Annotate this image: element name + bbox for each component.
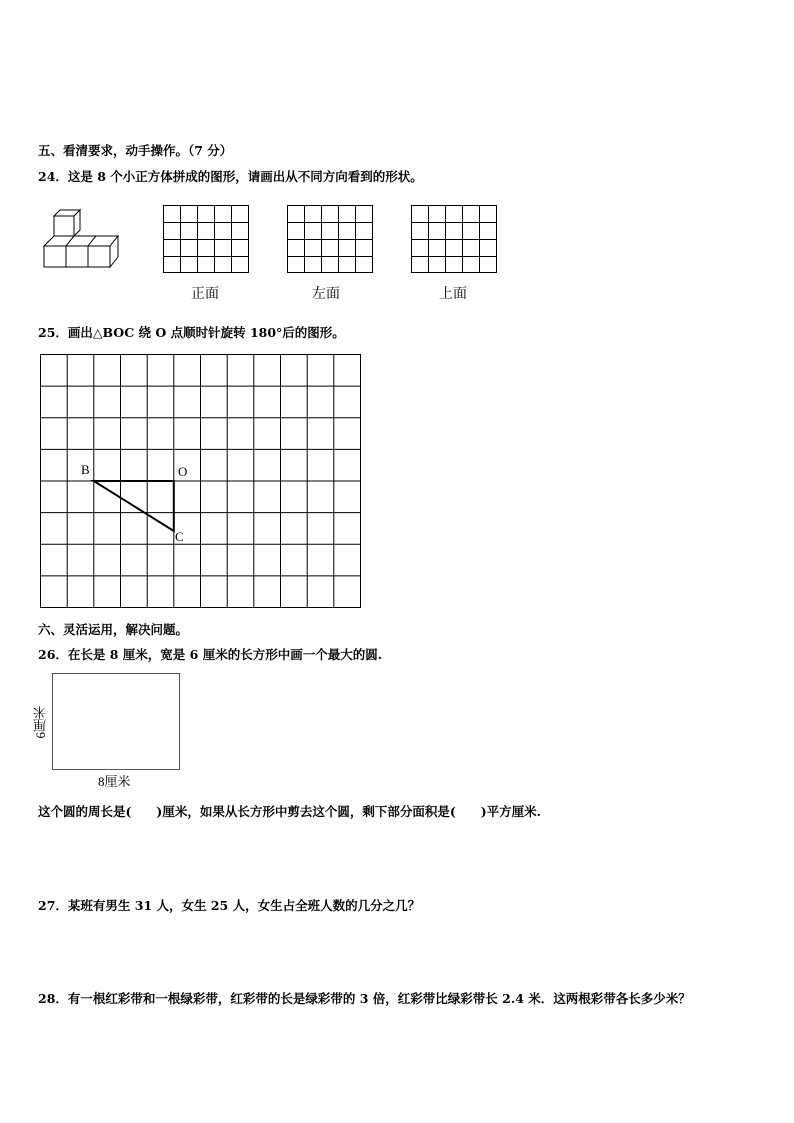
- rectangle-figure[interactable]: [52, 673, 182, 772]
- question-28-text: 28．有一根红彩带和一根绿彩带，红彩带的长是绿彩带的 3 倍，红彩带比绿彩带长 2.4 米．这两根彩带各长多少米？: [38, 991, 691, 1006]
- left-view-label: 左面: [312, 286, 340, 302]
- rectangle-height-label: 6厘米: [33, 706, 48, 739]
- question-26-answer-line: 这个圆的周长是( )厘米，如果从长方形中剪去这个圆，剩下部分面积是( )平方厘米.: [38, 804, 542, 819]
- front-view-label: 正面: [191, 286, 219, 302]
- question-24-text: 24．这是 8 个小正方体拼成的图形，请画出从不同方向看到的形状。: [38, 169, 423, 184]
- point-c-label: C: [175, 529, 184, 544]
- left-view-grid[interactable]: [287, 205, 374, 274]
- question-25-text: 25．画出△BOC 绕 O 点顺时针旋转 180°后的图形。: [38, 325, 345, 340]
- question-26-text: 26．在长是 8 厘米，宽是 6 厘米的长方形中画一个最大的圆.: [38, 647, 383, 662]
- top-view-grid[interactable]: [411, 205, 498, 274]
- question-27-text: 27．某班有男生 31 人，女生 25 人，女生占全班人数的几分之几？: [38, 898, 421, 913]
- section-five-title: 五、看清要求，动手操作。（7 分）: [38, 143, 233, 158]
- rotation-grid[interactable]: [40, 354, 362, 610]
- rectangle-width-label: 8厘米: [98, 774, 131, 789]
- triangle-boc: [94, 481, 174, 531]
- front-view-grid[interactable]: [163, 205, 250, 274]
- top-view-label: 上面: [439, 286, 467, 302]
- point-o-label: O: [178, 464, 188, 479]
- cube-stack-figure: [44, 210, 124, 270]
- section-six-title: 六、灵活运用，解决问题。: [38, 622, 189, 637]
- point-b-label: B: [81, 462, 90, 477]
